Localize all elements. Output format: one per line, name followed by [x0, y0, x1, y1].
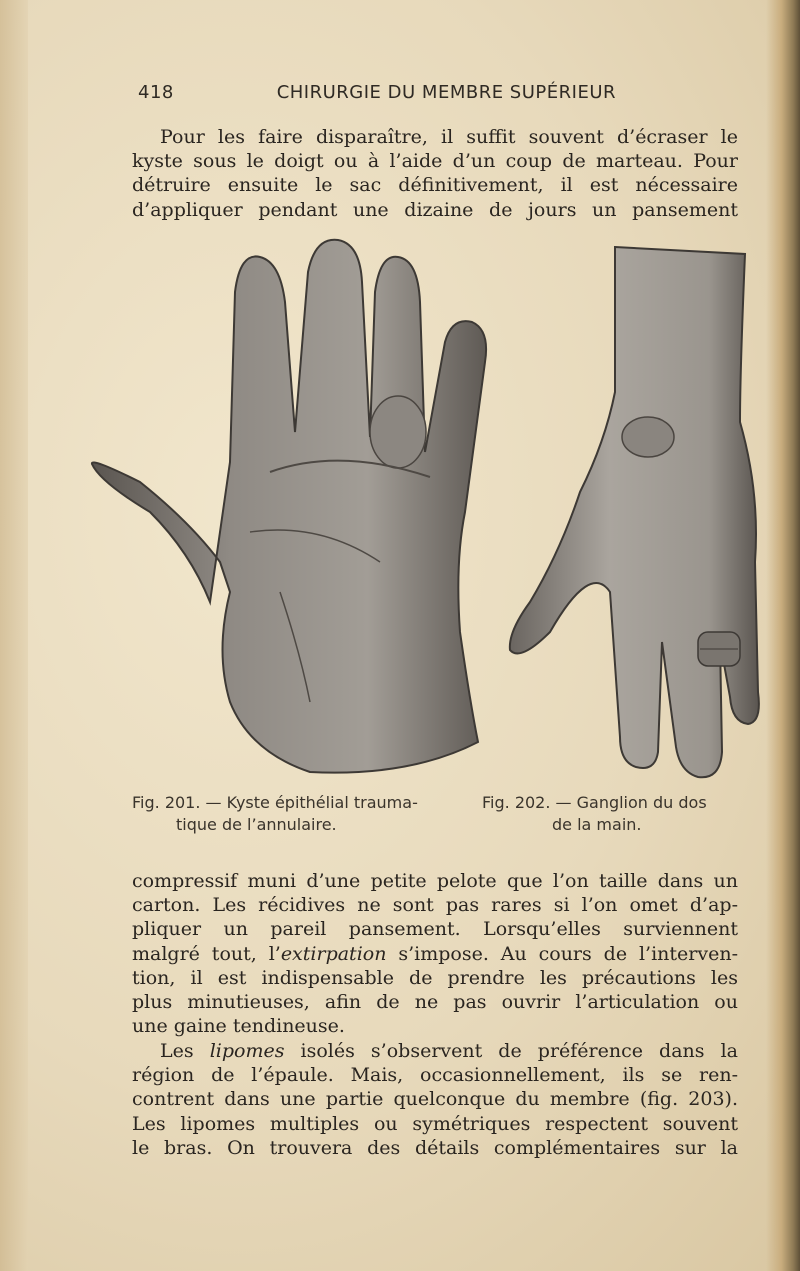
text-line: d’appliquer pendant une dizaine de jours un pansement: [132, 198, 738, 221]
back-of-hand-illustration: [510, 247, 759, 777]
figure-illustrations: [80, 232, 770, 792]
figure-202-caption: [482, 792, 742, 836]
running-title: CHIRURGIE DU MEMBRE SUPÉRIEUR: [276, 82, 616, 103]
caption-line: Fig. 201. — Kyste épithélial trauma-: [132, 793, 418, 812]
text-line: Les lipomes multiples ou symétriques respectent souvent: [132, 1112, 738, 1135]
text-line: carton. Les récidives ne sont pas rares si l’on omet d’ap-: [132, 894, 738, 917]
emphasis-lipomes: lipomes: [209, 1040, 285, 1062]
caption-line: de la main.: [552, 815, 642, 834]
text-line: kyste sous le doigt ou à l’aide d’un coup de marteau. Pour: [132, 150, 738, 173]
text-segment: Les: [160, 1040, 210, 1062]
caption-line: Fig. 202. — Ganglion du dos: [482, 793, 707, 812]
page-left-edge: [0, 0, 28, 1271]
text-line: pliquer un pareil pansement. Lorsqu’elles surviennent: [132, 918, 738, 941]
text-line: tion, il est indispensable de prendre les précautions les: [132, 966, 738, 989]
emphasis-extirpation: extirpation: [280, 942, 387, 965]
paragraph-middle: [132, 869, 738, 1038]
page-binding-edge: [766, 0, 800, 1271]
page-number: 418: [138, 82, 174, 103]
text-line: le bras. On trouvera des détails complémentaires sur la: [132, 1136, 738, 1159]
text-line: [132, 942, 738, 966]
text-line: détruire ensuite le sac définitivement, il est nécessaire: [132, 174, 738, 197]
text-segment: malgré tout, l’: [132, 942, 281, 965]
text-line: contrent dans une partie quelconque du membre (fig. 203).: [132, 1088, 738, 1111]
caption-line: tique de l’annulaire.: [176, 815, 337, 834]
text-line: une gaine tendineuse.: [132, 1015, 345, 1038]
text-line: plus minutieuses, afin de ne pas ouvrir l’articulation ou: [132, 991, 738, 1014]
text-segment: s’impose. Au cours de l’interven-: [386, 942, 738, 965]
text-line: région de l’épaule. Mais, occasionnellement, ils se ren-: [132, 1064, 738, 1087]
text-line: Pour les faire disparaître, il suffit souvent d’écraser le: [160, 126, 738, 148]
page-header: [138, 82, 616, 110]
paragraph-top: [132, 125, 738, 222]
palm-hand-illustration: [92, 240, 486, 773]
text-line: [132, 1039, 738, 1063]
figure-201-caption: [132, 792, 472, 836]
paragraph-bottom: [132, 1039, 738, 1160]
text-line: compressif muni d’une petite pelote que l’on taille dans un: [132, 870, 738, 892]
text-segment: isolés s’observent de préférence dans la: [284, 1040, 738, 1062]
